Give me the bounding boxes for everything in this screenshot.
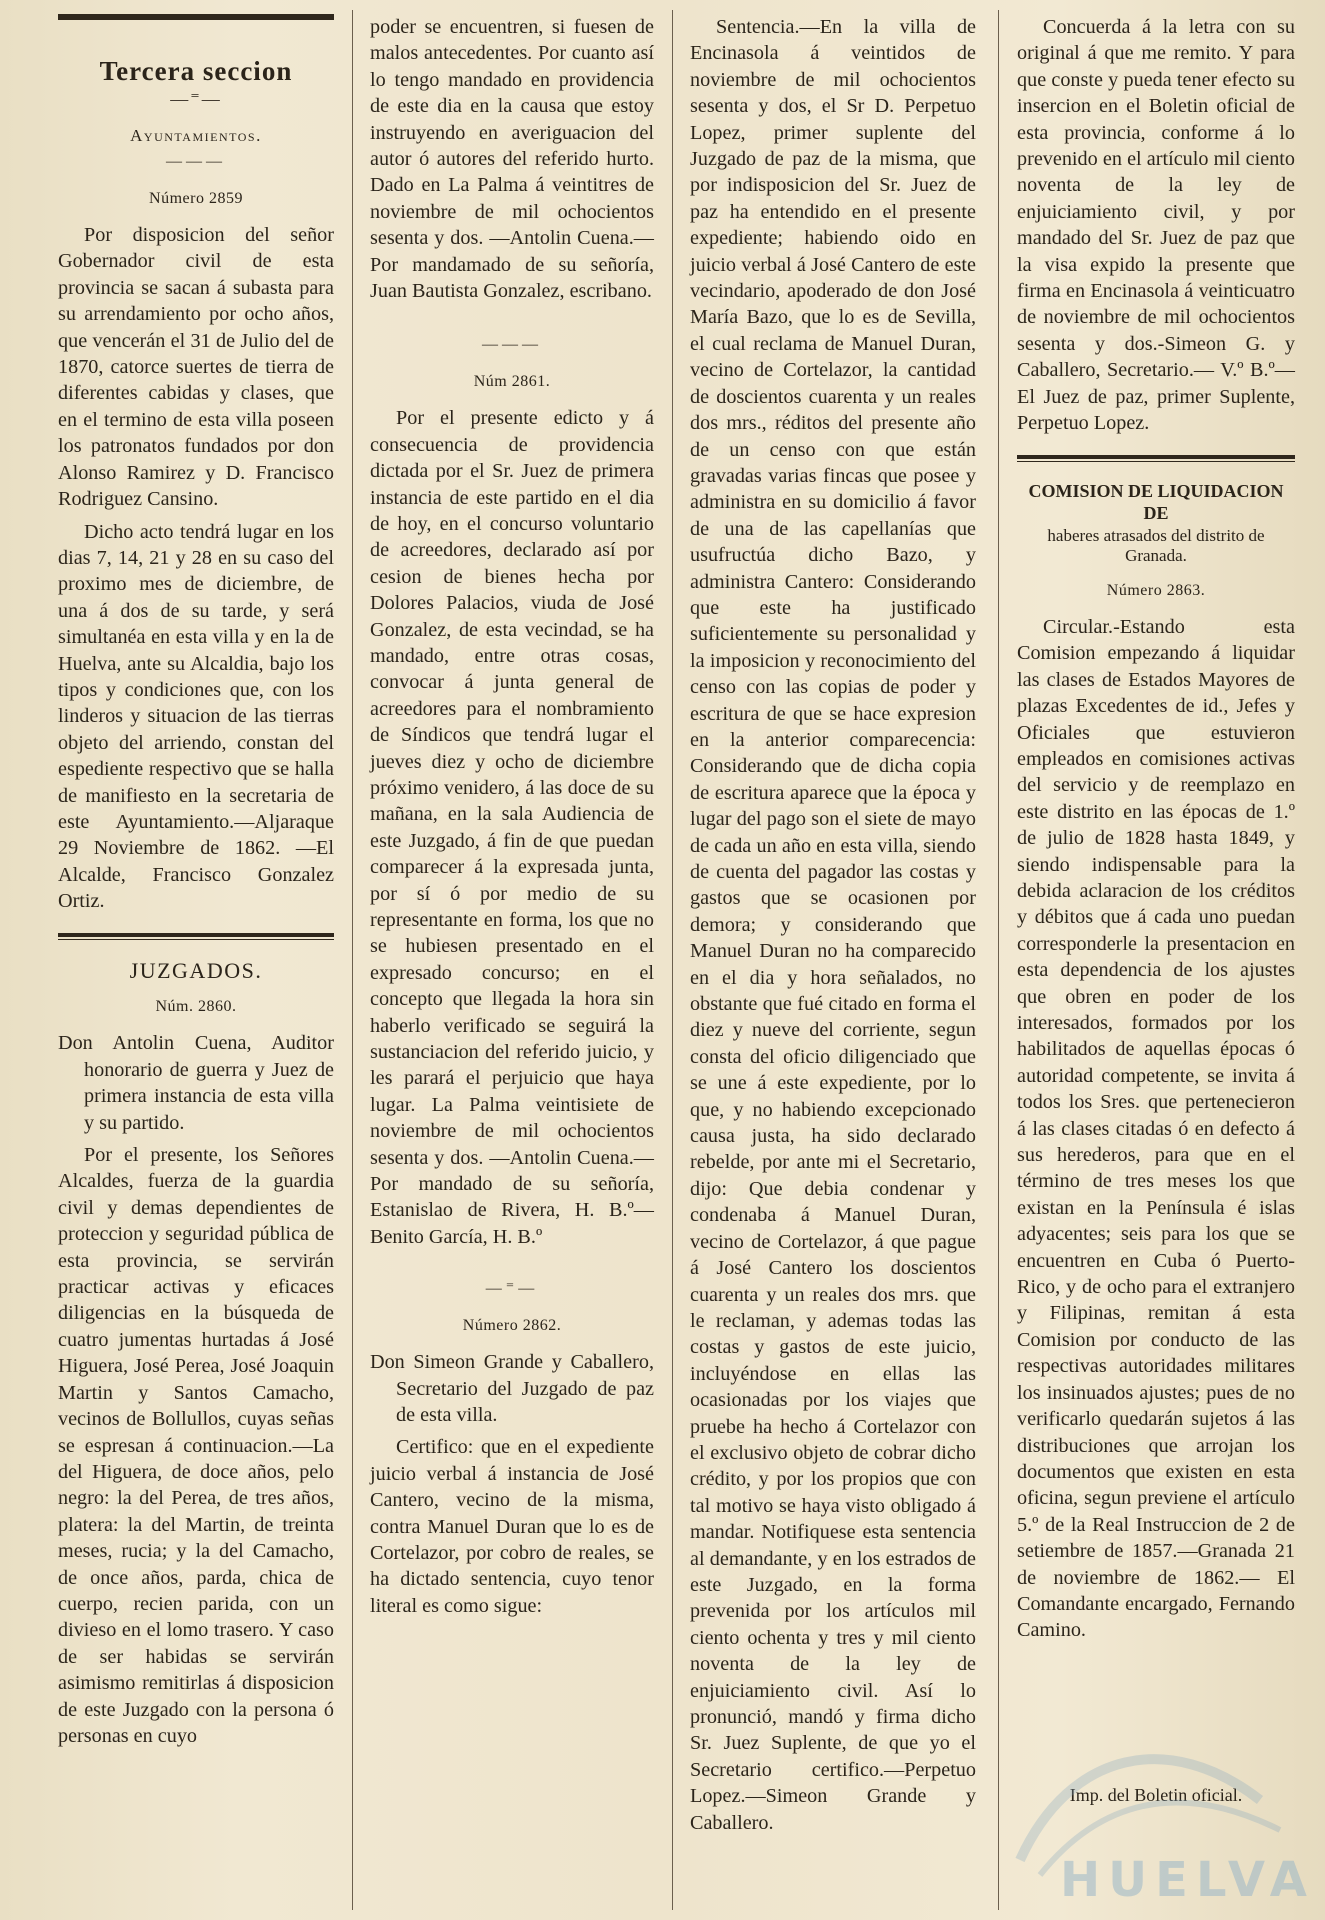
notice-2860-text: Por el presente, los Señores Alcaldes, fuerza de la guardia civil y demas dependientes de proteccion y seguridad pública de esta provincia, se servirán practicar activas y eficaces diligencias en la búsqueda de cuatro jumentas hurtadas á José Higuera, José Perea, José Joaquin Martin y Santos Camacho, vecinos de Bollullos, cuyas señas se espresan á continuacion.—La del Higuera, de doce años, pelo negro: la del Perea, de tres años, platera: la del Martin, de treinta meses, rucia; y la del Camacho, de once años, parda, chica de cuerpo, recien parida, con un divieso en el lomo trasero. Y caso de ser habidas se servirán asimismo remitirlas á disposicion de este Juzgado con la persona ó personas en cuyo xyxy=(58,1144,334,1747)
notice-number-2862: Número 2862. xyxy=(462,1316,562,1334)
column-2 xyxy=(370,14,654,1625)
ornament-divider: —⁼— xyxy=(170,89,222,110)
notice-2859-text: Por disposicion del señor Gobernador civil de esta provincia se sacan á subasta para su arrendamiento por ocho años, que vencerán el 31 de Julio del de 1870, catorce suertes de tierra de diferentes cabidas y clases, que en el termino de esta villa poseen los patronatos fundados por don Alonso Ramirez y D. Francisco Rodriguez Cansino. xyxy=(58,224,334,511)
column-3 xyxy=(690,14,976,1842)
notice-2859-text-2: Dicho acto tendrá lugar en los dias 7, 14, 21 y 28 en su caso del proximo mes de diciembre, de una á dos de su tarde, y será simultanéa en esta villa y en la de Huelva, ante su Alcaldia, bajo los tipos y condiciones que, con los linderos y situacion de las tierras objeto del arriendo, constan del espediente respectivo que se halla de manifiesto en la secretaria de este Ayuntamiento.—Aljaraque 29 Noviembre de 1862. —El Alcalde, Francisco Gonzalez Ortiz. xyxy=(58,520,334,913)
notice-number-2861: Núm 2861. xyxy=(473,372,551,390)
dash-divider: ——— xyxy=(482,336,542,354)
notice-number-2863: Número 2863. xyxy=(1106,581,1206,599)
notice-2863-text: Circular.-Estando esta Comision empezando á liquidar las clases de Estados Mayores de plazas Excedentes de id., Jefes y Oficiales que estuvieron empleados en comisiones activas del servicio y de reemplazo en este distrito en las épocas de 1.º de julio de 1828 hasta 1849, y siendo indispensable para la debida aclaracion de los créditos y débitos que á cada uno puedan corresponderle la presentacion en esta dependencia de los ajustes que obren en poder de los interesados, formados por los habilitados de aquellas épocas ó autoridad competente, se invita á todos los Sres. que pertenecieron á las clases citadas ó en defecto á sus herederos, para que en el término de tres meses los que existan en la Península é islas adyacentes; seis para los que se encuentren en Cuba ó Puerto-Rico, y de ocho para el extranjero y Filipinas, remitan á esta Comision por conducto de las respectivas autoridades militares los insinuados ajustes; pues de no verificarlo quedarán sujetos á las distribuciones que arrojan los documentos que existen en esta oficina, segun previene el artículo 5.º de la Real Instruccion de 2 de setiembre de 1857.—Granada 21 de noviembre de 1862.— El Comandante encargado, Fernando Camino. xyxy=(1017,615,1295,1642)
top-rule xyxy=(58,14,334,20)
notice-2860-continuation: poder se encuentren, si fuesen de malos antecedentes. Por cuanto así lo tengo mandado en providencia de este dia en la causa que estoy instruyendo en averiguacion del autor ó autores del referido hurto. Dado en La Palma á veintitres de noviembre de mil ochocientos sesenta y dos. —Antolin Cuena.—Por mandamado de su señoría, Juan Bautista Gonzalez, escribano. xyxy=(370,16,654,303)
column-4 xyxy=(1017,14,1295,1650)
notice-2862-concuerda: Concuerda á la letra con su original á que me remito. Y para que conste y pueda tener efecto su insercion en el Boletin oficial de esta provincia, conforme á lo prevenido en el artículo mil ciento noventa de la ley de enjuiciamiento civil, y por mandado del Sr. Juez de paz que la visa expido la presente que firma en Encinasola á veinticuatro de noviembre de mil ochocientos sesenta y dos.-Simeon G. y Caballero, Secretario.— V.º B.º—El Juez de paz, primer Suplente, Perpetuo Lopez. xyxy=(1017,16,1295,435)
dash-divider: —⁼— xyxy=(485,1280,539,1298)
section-rule xyxy=(1017,455,1295,462)
notice-2862-text: Certifico: que en el expediente juicio verbal á instancia de José Cantero, vecino de la misma, contra Manuel Duran que lo es de Cortelazor, por cobro de reales, se ha dictado sentencia, cuyo tenor literal es como sigue: xyxy=(370,1436,654,1617)
column-divider xyxy=(998,10,999,1910)
watermark-text: HUELVA xyxy=(1060,1852,1315,1908)
section-title: Tercera seccion xyxy=(99,56,293,86)
notice-2861-text: Por el presente edicto y á consecuencia de providencia dictada por el Sr. Juez de primera instancia de este partido en el dia de hoy, en el concurso voluntario de acreedores, declarado así por cesion de bienes hecha por Dolores Palacios, viuda de José Gonzalez, de esta vecindad, se ha mandado, entre otras cosas, convocar á junta general de acreedores para el nombramiento de Síndicos que tendrá lugar el jueves diez y ocho de diciembre próximo venidero, á las doce de su mañana, en la sala Audiencia de este Juzgado, á fin de que puedan comparecer á la expresada junta, por sí ó por medio de su representante en forma, los que no se hubiesen presentado en el expresado concurso; en el concepto que llegada la hora sin haberlo verificado se seguirá la sustanciacion del referido juicio, y les parará el perjuicio que haya lugar. La Palma veintisiete de noviembre de mil ochocientos sesenta y dos. —Antolin Cuena.—Por mandado de su señoría, Estanislao de Rivera, H. B.º—Benito García, H. B.º xyxy=(370,407,654,1248)
column-1 xyxy=(58,14,334,1755)
dash-divider: ——— xyxy=(166,153,226,171)
notice-number-2859: Número 2859 xyxy=(149,189,243,207)
notice-2862-sentencia: Sentencia.—En la villa de Encinasola á veintidos de noviembre de mil ochocientos sesenta y dos, el Sr D. Perpetuo Lopez, primer suplente del Juzgado de paz de la misma, que por indisposicion del Sr. Juez de paz ha entendido en el presente expediente; habiendo oido en juicio verbal á José Cantero de este vecindario, apoderado de don José María Bazo, que lo es de Sevilla, el cual reclama de Manuel Duran, vecino de Cortelazor, la cantidad de doscientos cuarenta y un reales dos mrs., réditos del presente año de un censo con que están gravadas varias fincas que posee y administra en su domicilio á favor de una de las capellanías que usufructúa dicho Bazo, y administra Cantero: Considerando que este ha justificado suficientemente su personalidad y la imposicion y reconocimiento del censo con las copias de poder y escritura de que se hace expresion en la anterior comparecencia: Considerando que de dicha copia de escritura aparece que la época y lugar del pago son el siete de mayo de cada un año en esta villa, siendo de cuenta del pagador las costas y gastos que se ocasionen por demora; y considerando que Manuel Duran no ha comparecido en el dia y hora señalados, no obstante que fué citado en forma el diez y nueve del corriente, segun consta del oficio diligenciado que se une á este expediente, por lo que, y no habiendo excepcionado causa justa, ha sido declarado rebelde, por ante mi el Secretario, dijo: Que debia condenar y condenaba á Manuel Duran, vecino de Cortelazor, á que pague á José Cantero los doscientos cuarenta y un reales dos mrs. que le reclaman, y ademas todas las costas y gastos de este juicio, incluyéndose en ellas las ocasionadas por los viajes que pruebe ha hecho á Cortelazor con el exclusivo objeto de cobrar dicho crédito, y por los propios que con tal motivo se haya visto obligado á mandar. Notifiquese esta sentencia al demandante, y en los estrados de este Juzgado, en la forma prevenida por los artículos mil ciento ochenta y tres y mil ciento noventa de la ley de enjuiciamiento civil. Así lo pronunció, mandó y firma dicho Sr. Juez Suplente, de que yo el Secretario certifico.—Perpetuo Lopez.—Simeon Grande y Caballero. xyxy=(690,16,976,1834)
section-subtitle: Ayuntamientos. xyxy=(130,125,262,145)
section-rule xyxy=(58,933,334,940)
column-divider xyxy=(672,10,673,1910)
column-divider xyxy=(352,10,353,1910)
imprint-line: Imp. del Boletin oficial. xyxy=(1069,1785,1243,1805)
notice-2862-header: Don Simeon Grande y Caballero, Secretario del Juzgado de paz de esta villa. xyxy=(370,1351,654,1426)
notice-number-2860: Núm. 2860. xyxy=(155,998,237,1015)
notice-2860-header: Don Antolin Cuena, Auditor honorario de guerra y Juez de primera instancia de esta villa y su partido. xyxy=(58,1032,334,1134)
notice-2863-subheading: haberes atrasados del distrito de Granada. xyxy=(1047,525,1265,565)
notice-2863-heading: COMISION DE LIQUIDACION DE xyxy=(1028,480,1284,523)
juzgados-title: JUZGADOS. xyxy=(129,957,263,983)
